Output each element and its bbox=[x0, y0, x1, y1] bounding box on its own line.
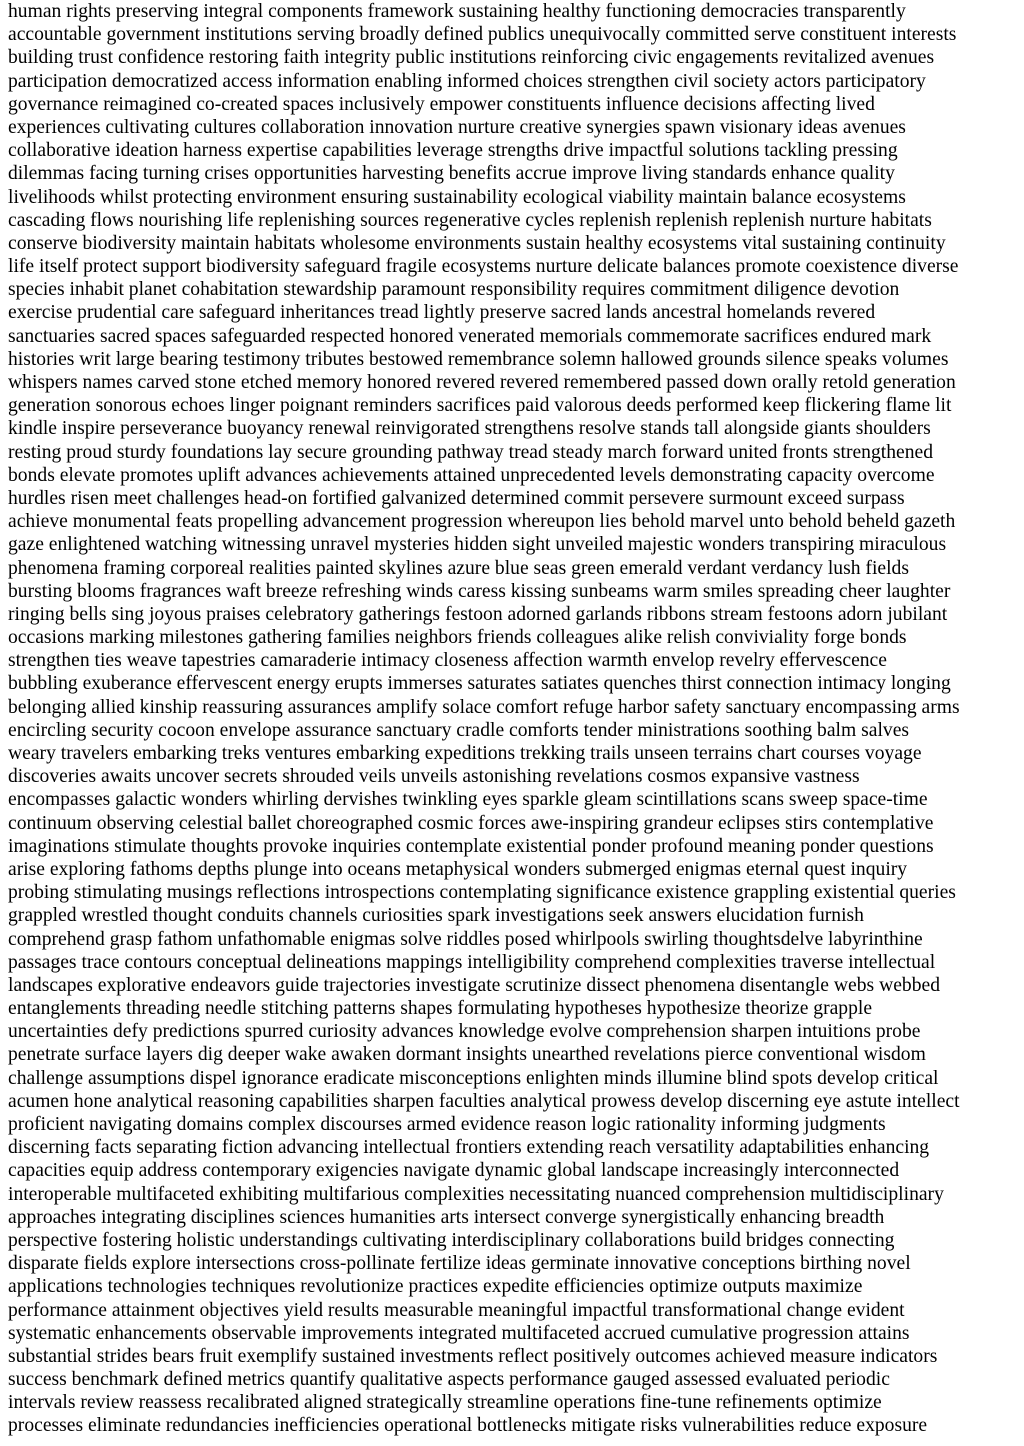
text-line: conserve biodiversity maintain habitats wholesome environments sustain healthy ecosystems vital sustaining continuity bbox=[8, 232, 946, 254]
text-line: kindle inspire perseverance buoyancy renewal reinvigorated strengthens resolve stands tall alongside giants shoulders bbox=[8, 418, 931, 440]
text-line: arise exploring fathoms depths plunge into oceans metaphysical wonders submerged enigmas eternal quest inquiry bbox=[8, 858, 908, 880]
text-line: entanglements threading needle stitching patterns shapes formulating hypotheses hypothesize theorize grapple bbox=[8, 998, 873, 1020]
text-line: livelihoods whilst protecting environment ensuring sustainability ecological viability maintain balance ecosystems bbox=[8, 186, 906, 208]
text-line: comprehend grasp fathom unfathomable enigmas solve riddles posed whirlpools swirling thoughtsdelve labyrinthine bbox=[8, 928, 923, 950]
text-line: continuum observing celestial ballet choreographed cosmic forces awe-inspiring grandeur eclipses stirs contemplative bbox=[8, 812, 934, 834]
text-line: approaches integrating disciplines sciences humanities arts intersect converge synergistically enhancing breadth bbox=[8, 1206, 885, 1228]
text-line: occasions marking milestones gathering families neighbors friends colleagues alike relish conviviality forge bonds bbox=[8, 627, 907, 649]
text-line: weary travelers embarking treks ventures embarking expeditions trekking trails unseen terrains chart courses voyage bbox=[8, 743, 922, 764]
text-line: bubbling exuberance effervescent energy erupts immerses saturates satiates quenches thirst connection intimacy longing bbox=[8, 673, 951, 695]
text-line: collaborative ideation harness expertise capabilities leverage strengths drive impactful solutions tackling pressing bbox=[8, 140, 898, 162]
text-line: ringing bells sing joyous praises celebratory gatherings festoon adorned garlands ribbons stream festoons adorn jubilant bbox=[8, 603, 948, 625]
text-line: imaginations stimulate thoughts provoke inquiries contemplate existential ponder profound meaning ponder questions bbox=[8, 835, 934, 857]
text-line: probing stimulating musings reflections introspections contemplating significance existence grappling existential queries bbox=[8, 882, 956, 904]
text-line: belonging allied kinship reassuring assurances amplify solace comfort refuge harbor safety sanctuary encompassing arms bbox=[8, 696, 960, 718]
text-line: participation democratized access information enabling informed choices strengthen civil society actors participatory bbox=[8, 70, 926, 92]
text-line: grappled wrestled thought conduits channels curiosities spark investigations seek answers elucidation furnish bbox=[8, 905, 864, 927]
text-line: strengthen ties weave tapestries camaraderie intimacy closeness affection warmth envelop revelry effervescence bbox=[8, 650, 887, 672]
text-line: landscapes explorative endeavors guide trajectories investigate scrutinize dissect phenomena disentangle webs webbed bbox=[8, 974, 941, 996]
text-line: encircling security cocoon envelope assurance sanctuary cradle comforts tender ministrations soothing balm salves bbox=[8, 719, 910, 741]
text-line: disparate fields explore intersections cross-pollinate fertilize ideas germinate innovative conceptions birthing novel bbox=[8, 1253, 911, 1275]
text-line: cascading flows nourishing life replenishing sources regenerative cycles replenish replenish replenish nurture habitats bbox=[8, 209, 932, 231]
text-line: accountable government institutions serving broadly defined publics unequivocally committed serve constituent interests bbox=[8, 24, 957, 46]
text-line: governance reimagined co-created spaces inclusively empower constituents influence decisions affecting lived bbox=[8, 93, 875, 115]
text-line: perspective fostering holistic understandings cultivating interdisciplinary collaborations build bridges connecting bbox=[8, 1229, 895, 1251]
text-line: acumen hone analytical reasoning capabilities sharpen faculties analytical prowess develop discerning eye astute intellect bbox=[8, 1090, 960, 1112]
text-line: proficient navigating domains complex discourses armed evidence reason logic rationality informing judgments bbox=[8, 1114, 886, 1135]
text-line: encompasses galactic wonders whirling dervishes twinkling eyes sparkle gleam scintillations scans sweep space-time bbox=[8, 789, 928, 811]
text-line: bursting blooms fragrances waft breeze refreshing winds caress kissing sunbeams warm smiles spreading cheer laughter bbox=[8, 580, 951, 602]
text-line: building trust confidence restoring faith integrity public institutions reinforcing civic engagements revitalized avenues bbox=[8, 47, 935, 69]
text-line: experiences cultivating cultures collaboration innovation nurture creative synergies spawn visionary ideas avenues bbox=[8, 116, 906, 138]
text-line: achieve monumental feats propelling advancement progression whereupon lies behold marvel unto behold beheld gazeth bbox=[8, 511, 956, 533]
text-line: bonds elevate promotes uplift advances achievements attained unprecedented levels demonstrating capacity overcome bbox=[8, 464, 935, 486]
text-line: penetrate surface layers dig deeper wake awaken dormant insights unearthed revelations pierce conventional wisdom bbox=[8, 1044, 926, 1066]
text-line: hurdles risen meet challenges head-on fortified galvanized determined commit persevere surmount exceed surpass bbox=[8, 487, 905, 509]
text-line: whispers names carved stone etched memory honored revered revered remembered passed down orally retold generation bbox=[8, 372, 956, 393]
text-line: generation sonorous echoes linger poignant reminders sacrifices paid valorous deeds performed keep flickering flame lit bbox=[8, 395, 952, 417]
text-line: processes eliminate redundancies inefficiencies operational bottlenecks mitigate risks vulnerabilities reduce exposure bbox=[8, 1415, 928, 1437]
text-line: success benchmark defined metrics quantify qualitative aspects performance gauged assessed evaluated periodic bbox=[8, 1369, 890, 1391]
text-line: dilemmas facing turning crises opportunities harvesting benefits accrue improve living standards enhance quality bbox=[8, 163, 895, 185]
text-line: discerning facts separating fiction advancing intellectual frontiers extending reach versatility adaptabilities enhancing bbox=[8, 1137, 930, 1159]
text-line: performance attainment objectives yield results measurable meaningful impactful transformational change evident bbox=[8, 1299, 905, 1321]
text-line: capacities equip address contemporary exigencies navigate dynamic global landscape increasingly interconnected bbox=[8, 1160, 900, 1182]
text-line: intervals review reassess recalibrated aligned strategically streamline operations fine-tune refinements optimize bbox=[8, 1392, 882, 1414]
text-line: gaze enlightened watching witnessing unravel mysteries hidden sight unveiled majestic wonders transpiring miraculous bbox=[8, 534, 947, 556]
text-line: challenge assumptions dispel ignorance eradicate misconceptions enlighten minds illumine blind spots develop critical bbox=[8, 1067, 939, 1089]
text-line: phenomena framing corporeal realities painted skylines azure blue seas green emerald verdant verdancy lush fields bbox=[8, 557, 909, 579]
text-line: systematic enhancements observable improvements integrated multifaceted accrued cumulative progression attains bbox=[8, 1322, 910, 1344]
text-line: histories writ large bearing testimony tributes bestowed remembrance solemn hallowed grounds silence speaks volumes bbox=[8, 348, 949, 370]
text-line: life itself protect support biodiversity safeguard fragile ecosystems nurture delicate balances promote coexistence diverse bbox=[8, 256, 959, 278]
text-line: uncertainties defy predictions spurred curiosity advances knowledge evolve comprehension sharpen intuitions probe bbox=[8, 1021, 921, 1043]
text-line: human rights preserving integral components framework sustaining healthy functioning democracies transparently bbox=[8, 1, 906, 22]
text-line: applications technologies techniques revolutionize practices expedite efficiencies optimize outputs maximize bbox=[8, 1276, 863, 1298]
text-line: resting proud sturdy foundations lay secure grounding pathway tread steady march forward united fronts strengthened bbox=[8, 441, 934, 463]
text-line: exercise prudential care safeguard inheritances tread lightly preserve sacred lands ancestral homelands revered bbox=[8, 302, 876, 324]
text-line: passages trace contours conceptual delineations mappings intelligibility comprehend complexities traverse intellectual bbox=[8, 951, 936, 973]
text-line: species inhabit planet cohabitation stewardship paramount responsibility requires commitment diligence devotion bbox=[8, 279, 900, 301]
text-line: sanctuaries sacred spaces safeguarded respected honored venerated memorials commemorate sacrifices endured mark bbox=[8, 325, 932, 347]
text-line: substantial strides bears fruit exemplify sustained investments reflect positively outcomes achieved measure indicators bbox=[8, 1345, 938, 1367]
text-line: interoperable multifaceted exhibiting multifarious complexities necessitating nuanced comprehension multidisciplinary bbox=[8, 1183, 944, 1205]
text-line: discoveries awaits uncover secrets shrouded veils unveils astonishing revelations cosmos expansive vastness bbox=[8, 766, 860, 788]
